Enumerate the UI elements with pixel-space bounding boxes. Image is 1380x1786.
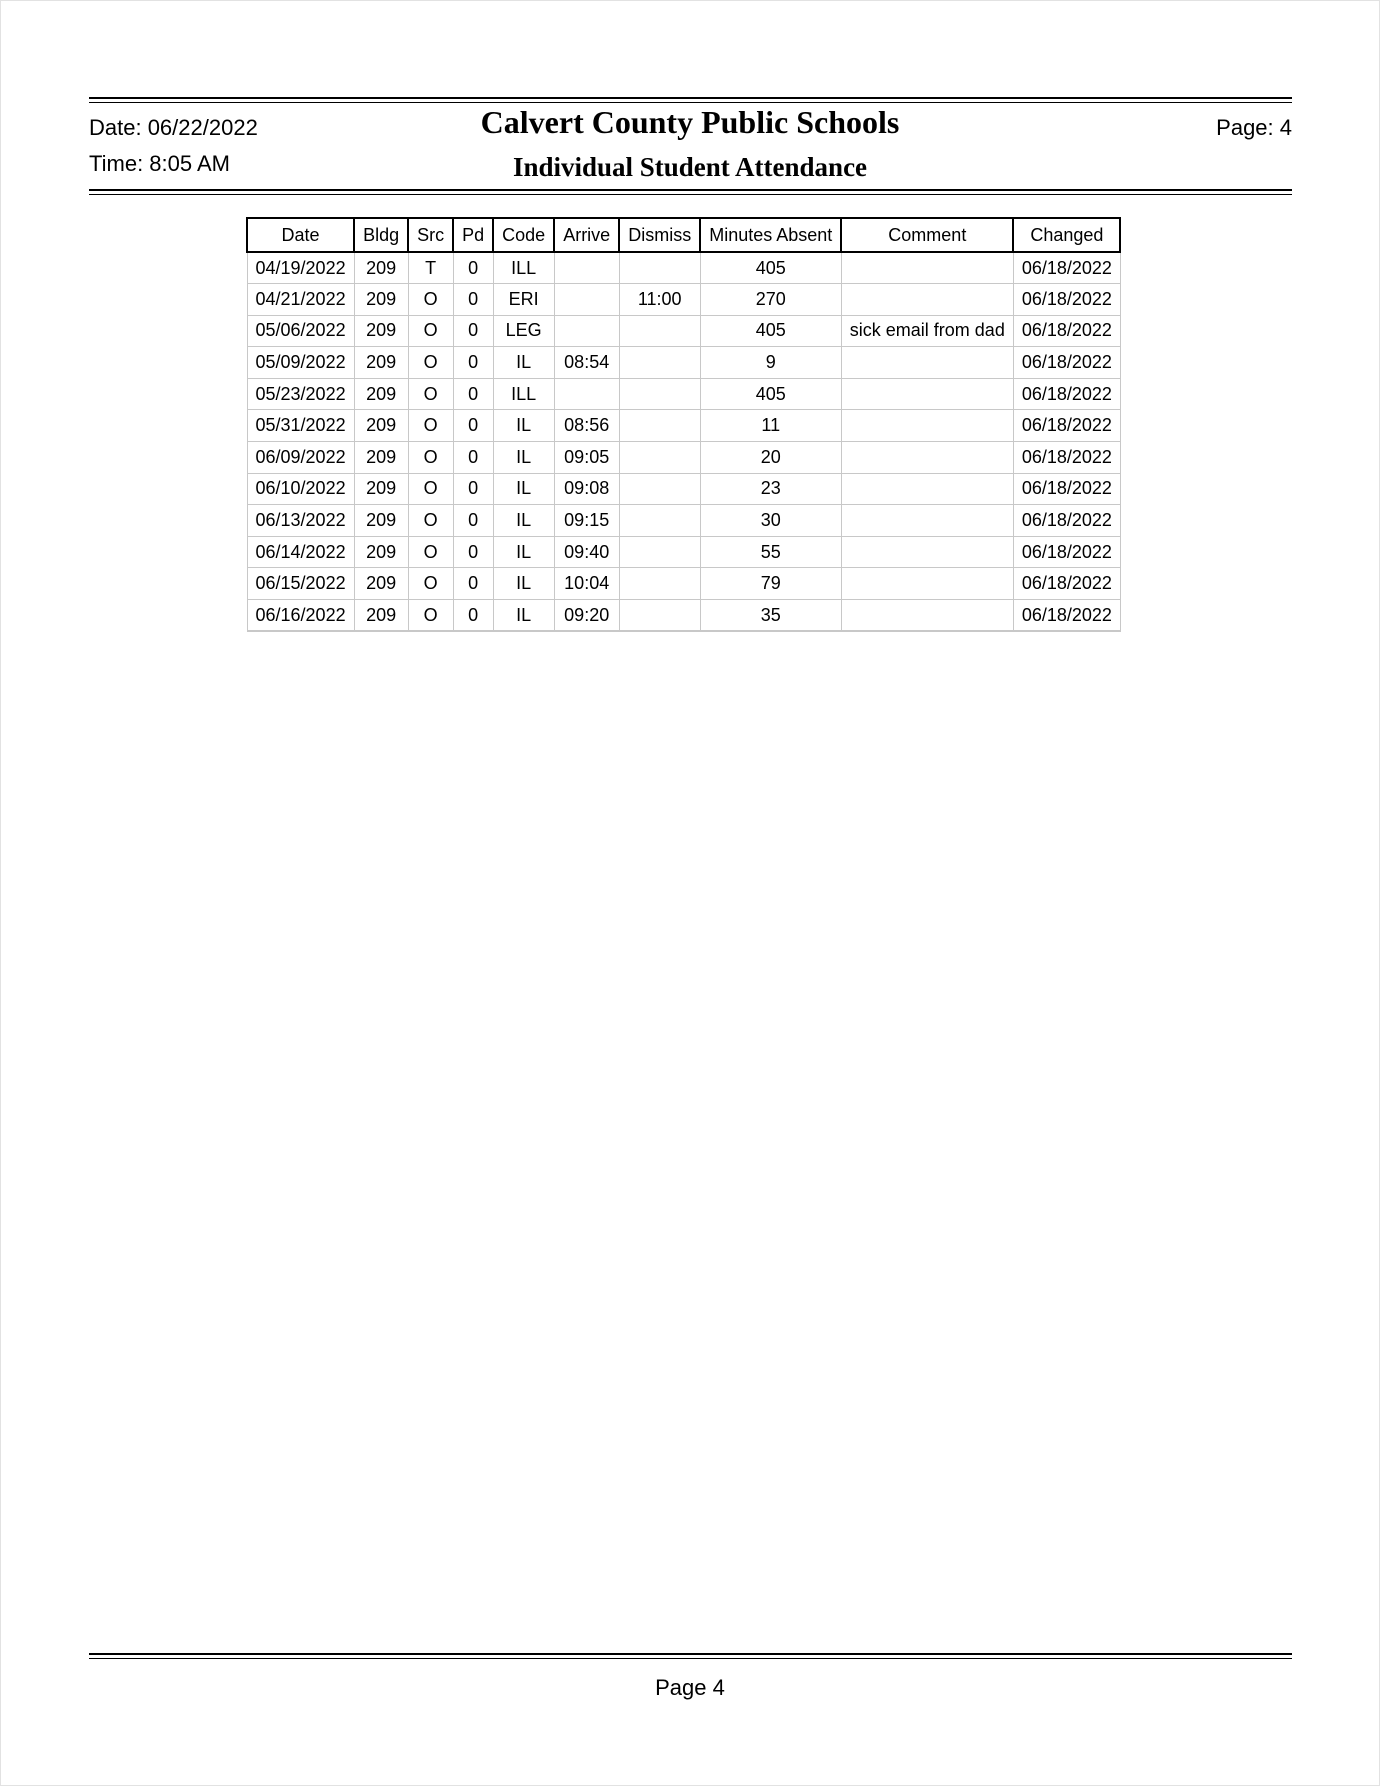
table-cell: 0 <box>453 347 493 379</box>
table-cell: IL <box>493 536 554 568</box>
table-cell: 209 <box>354 284 408 316</box>
table-cell <box>619 347 700 379</box>
table-cell: 05/23/2022 <box>247 378 354 410</box>
table-cell: 209 <box>354 600 408 632</box>
table-cell: 0 <box>453 536 493 568</box>
table-cell <box>841 536 1013 568</box>
table-cell: IL <box>493 410 554 442</box>
table-cell: 0 <box>453 410 493 442</box>
table-cell: O <box>408 315 453 347</box>
table-cell: IL <box>493 505 554 537</box>
report-title: Calvert County Public Schools <box>480 104 900 140</box>
table-cell: T <box>408 252 453 284</box>
table-cell: 06/18/2022 <box>1013 347 1120 379</box>
table-cell <box>619 505 700 537</box>
table-cell: 06/18/2022 <box>1013 600 1120 632</box>
table-cell: O <box>408 536 453 568</box>
table-cell: sick email from dad <box>841 315 1013 347</box>
table-cell: O <box>408 600 453 632</box>
footer-page-label: Page 4 <box>655 1675 725 1700</box>
table-cell: 11 <box>700 410 841 442</box>
table-cell: O <box>408 473 453 505</box>
table-cell: ERI <box>493 284 554 316</box>
table-cell: 06/14/2022 <box>247 536 354 568</box>
table-row <box>247 284 1120 316</box>
report-time: Time: 8:05 AM <box>89 151 231 176</box>
table-cell <box>554 315 619 347</box>
table-cell: 05/06/2022 <box>247 315 354 347</box>
table-cell <box>841 505 1013 537</box>
header-top-rule <box>89 97 1292 103</box>
table-cell: 0 <box>453 505 493 537</box>
footer-rule <box>89 1653 1292 1659</box>
table-row <box>247 347 1120 379</box>
table-row <box>247 505 1120 537</box>
table-cell: 05/09/2022 <box>247 347 354 379</box>
table-cell: 209 <box>354 347 408 379</box>
table-cell <box>841 568 1013 600</box>
table-row <box>247 568 1120 600</box>
table-row <box>247 315 1120 347</box>
table-cell: 0 <box>453 252 493 284</box>
table-cell: 9 <box>700 347 841 379</box>
table-cell: 06/18/2022 <box>1013 284 1120 316</box>
table-cell: 06/18/2022 <box>1013 442 1120 474</box>
table-cell: 10:04 <box>554 568 619 600</box>
table-cell: 0 <box>453 473 493 505</box>
table-cell: 209 <box>354 536 408 568</box>
table-cell <box>619 252 700 284</box>
table-cell: 06/18/2022 <box>1013 505 1120 537</box>
table-cell <box>841 600 1013 632</box>
table-cell: 08:54 <box>554 347 619 379</box>
column-header: Minutes Absent <box>700 218 841 252</box>
table-row <box>247 252 1120 284</box>
table-cell: O <box>408 410 453 442</box>
table-cell: 11:00 <box>619 284 700 316</box>
table-cell <box>554 378 619 410</box>
table-row <box>247 536 1120 568</box>
table-cell: O <box>408 347 453 379</box>
table-cell <box>619 600 700 632</box>
table-cell: ILL <box>493 378 554 410</box>
table-cell: 0 <box>453 284 493 316</box>
table-cell: 209 <box>354 568 408 600</box>
table-cell: 55 <box>700 536 841 568</box>
table-row <box>247 378 1120 410</box>
table-cell: 06/18/2022 <box>1013 315 1120 347</box>
table-cell: 0 <box>453 568 493 600</box>
table-cell: 06/15/2022 <box>247 568 354 600</box>
table-cell: 06/18/2022 <box>1013 536 1120 568</box>
table-cell: O <box>408 284 453 316</box>
table-cell: 270 <box>700 284 841 316</box>
table-cell: IL <box>493 568 554 600</box>
table-cell <box>841 410 1013 442</box>
table-cell: 04/21/2022 <box>247 284 354 316</box>
table-row <box>247 473 1120 505</box>
table-cell <box>841 347 1013 379</box>
table-cell: 06/18/2022 <box>1013 378 1120 410</box>
column-header: Src <box>408 218 453 252</box>
table-cell <box>619 473 700 505</box>
table-cell: IL <box>493 442 554 474</box>
table-cell: 405 <box>700 378 841 410</box>
table-cell: 09:05 <box>554 442 619 474</box>
table-cell: O <box>408 378 453 410</box>
table-cell <box>841 252 1013 284</box>
table-cell <box>619 442 700 474</box>
table-cell: ILL <box>493 252 554 284</box>
table-cell <box>554 252 619 284</box>
table-cell <box>841 284 1013 316</box>
table-cell: 0 <box>453 315 493 347</box>
table-cell: 209 <box>354 442 408 474</box>
report-date: Date: 06/22/2022 <box>89 115 258 140</box>
table-cell: O <box>408 505 453 537</box>
table-cell: IL <box>493 473 554 505</box>
attendance-table <box>246 217 1121 632</box>
table-cell <box>619 315 700 347</box>
table-cell: 35 <box>700 600 841 632</box>
table-cell: 06/13/2022 <box>247 505 354 537</box>
table-cell: 0 <box>453 600 493 632</box>
table-cell: 209 <box>354 505 408 537</box>
table-cell: 09:08 <box>554 473 619 505</box>
table-cell: 06/09/2022 <box>247 442 354 474</box>
column-header: Code <box>493 218 554 252</box>
table-cell: 405 <box>700 315 841 347</box>
header-bottom-rule <box>89 189 1292 195</box>
table-cell: 79 <box>700 568 841 600</box>
table-cell <box>619 410 700 442</box>
table-cell: 05/31/2022 <box>247 410 354 442</box>
table-cell: 09:40 <box>554 536 619 568</box>
table-cell: 09:15 <box>554 505 619 537</box>
table-cell: LEG <box>493 315 554 347</box>
table-cell: 23 <box>700 473 841 505</box>
table-cell: 06/18/2022 <box>1013 252 1120 284</box>
column-header: Dismiss <box>619 218 700 252</box>
column-header: Comment <box>841 218 1013 252</box>
table-cell: 209 <box>354 378 408 410</box>
table-row <box>247 600 1120 632</box>
table-cell: 30 <box>700 505 841 537</box>
table-cell: 0 <box>453 378 493 410</box>
column-header: Changed <box>1013 218 1120 252</box>
table-cell: IL <box>493 600 554 632</box>
table-cell: 209 <box>354 252 408 284</box>
table-cell: 209 <box>354 410 408 442</box>
table-cell <box>619 378 700 410</box>
table-cell: 20 <box>700 442 841 474</box>
table-cell: 06/18/2022 <box>1013 473 1120 505</box>
column-header: Bldg <box>354 218 408 252</box>
table-cell: 09:20 <box>554 600 619 632</box>
table-cell: O <box>408 442 453 474</box>
table-cell: 08:56 <box>554 410 619 442</box>
table-cell <box>841 442 1013 474</box>
table-cell: 06/16/2022 <box>247 600 354 632</box>
table-cell <box>554 284 619 316</box>
table-cell: 04/19/2022 <box>247 252 354 284</box>
table-cell: 06/18/2022 <box>1013 568 1120 600</box>
table-header-row <box>247 218 1120 252</box>
table-cell: 209 <box>354 315 408 347</box>
table-row <box>247 410 1120 442</box>
table-cell: 209 <box>354 473 408 505</box>
table-row <box>247 442 1120 474</box>
table-cell: IL <box>493 347 554 379</box>
table-cell: 0 <box>453 442 493 474</box>
table-cell: 06/18/2022 <box>1013 410 1120 442</box>
table-cell <box>619 568 700 600</box>
table-cell: 405 <box>700 252 841 284</box>
page-number: Page: 4 <box>1216 115 1292 140</box>
table-cell <box>841 378 1013 410</box>
table-cell: 06/10/2022 <box>247 473 354 505</box>
column-header: Date <box>247 218 354 252</box>
column-header: Arrive <box>554 218 619 252</box>
table-cell <box>619 536 700 568</box>
column-header: Pd <box>453 218 493 252</box>
table-cell: O <box>408 568 453 600</box>
table-cell <box>841 473 1013 505</box>
report-subtitle: Individual Student Attendance <box>512 152 868 182</box>
table-body <box>247 252 1120 631</box>
